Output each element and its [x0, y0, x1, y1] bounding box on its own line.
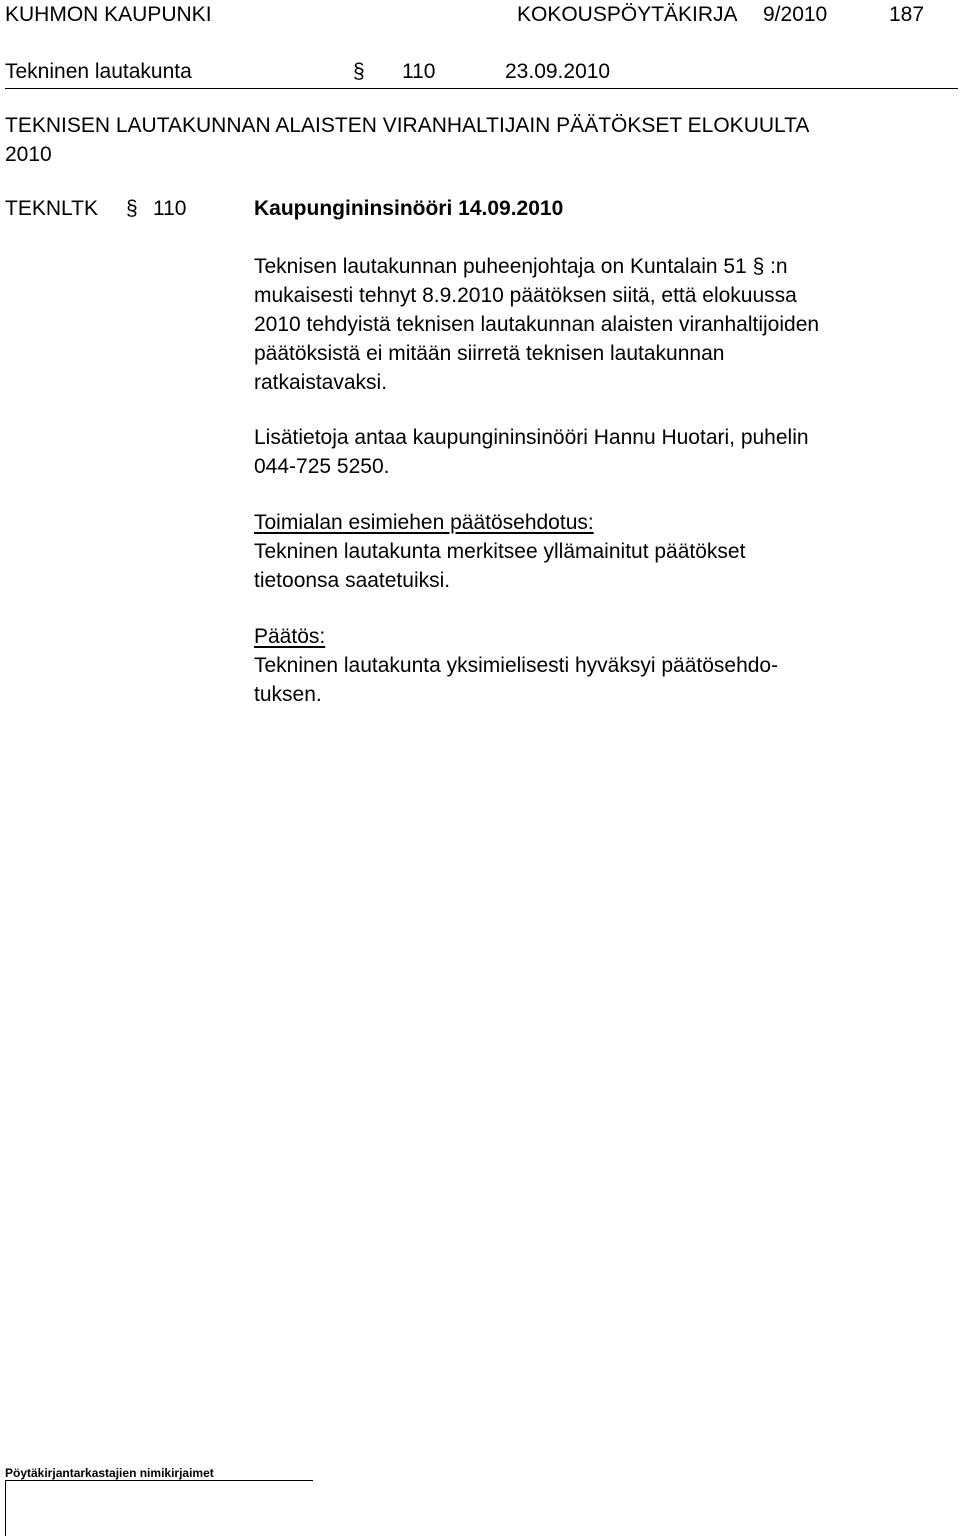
item-heading: Kaupungininsinööri 14.09.2010	[254, 197, 564, 220]
text-line: Teknisen lautakunnan puheenjohtaja on Kuntalain 51 § :n	[254, 255, 788, 278]
paragraph-decision	[254, 622, 944, 709]
page-number: 187	[889, 3, 925, 26]
text-line: ratkaistavaksi.	[254, 371, 388, 394]
paragraph-contact-info	[254, 423, 944, 481]
section-symbol: §	[353, 60, 365, 83]
issue-number: 9/2010	[763, 3, 828, 26]
text-line: tietoonsa saatetuiksi.	[254, 569, 451, 592]
text-line: Tekninen lautakunta yksimielisesti hyväksyi päätösehdo-	[254, 654, 779, 677]
page-title-line2: 2010	[5, 143, 52, 166]
text-line: Lisätietoja antaa kaupungininsinööri Hannu Huotari, puhelin	[254, 426, 809, 449]
text-line: mukaisesti tehnyt 8.9.2010 päätöksen siitä, että elokuussa	[254, 284, 797, 307]
decision-label: Päätös:	[254, 625, 326, 648]
text-line: 044-725 5250.	[254, 455, 390, 478]
paragraph-proposal	[254, 508, 944, 595]
signature-box-left-border	[5, 1480, 6, 1536]
signatures-label: Pöytäkirjantarkastajien nimikirjaimet	[5, 1466, 214, 1480]
text-line: 2010 tehdyistä teknisen lautakunnan alaisten viranhaltijoiden	[254, 313, 820, 336]
header-rule	[5, 88, 958, 89]
text-line: Tekninen lautakunta merkitsee yllämainitut päätökset	[254, 540, 746, 563]
item-section-symbol: §	[126, 197, 138, 220]
city-name: KUHMON KAUPUNKI	[5, 3, 212, 26]
text-line: päätöksistä ei mitään siirretä teknisen lautakunnan	[254, 342, 725, 365]
committee-name: Tekninen lautakunta	[5, 60, 192, 83]
text-line: tuksen.	[254, 683, 322, 706]
section-number: 110	[402, 60, 436, 83]
proposal-label: Toimialan esimiehen päätösehdotus:	[254, 511, 594, 534]
document-type: KOKOUSPÖYTÄKIRJA	[517, 3, 738, 26]
paragraph-decision-note	[254, 252, 944, 397]
item-number: 110	[153, 197, 187, 220]
page-title-line1: TEKNISEN LAUTAKUNNAN ALAISTEN VIRANHALTIJAIN PÄÄTÖKSET ELOKUULTA	[5, 114, 810, 137]
item-code: TEKNLTK	[5, 197, 98, 220]
signature-box-top-border	[5, 1480, 313, 1481]
meeting-date: 23.09.2010	[505, 60, 611, 83]
